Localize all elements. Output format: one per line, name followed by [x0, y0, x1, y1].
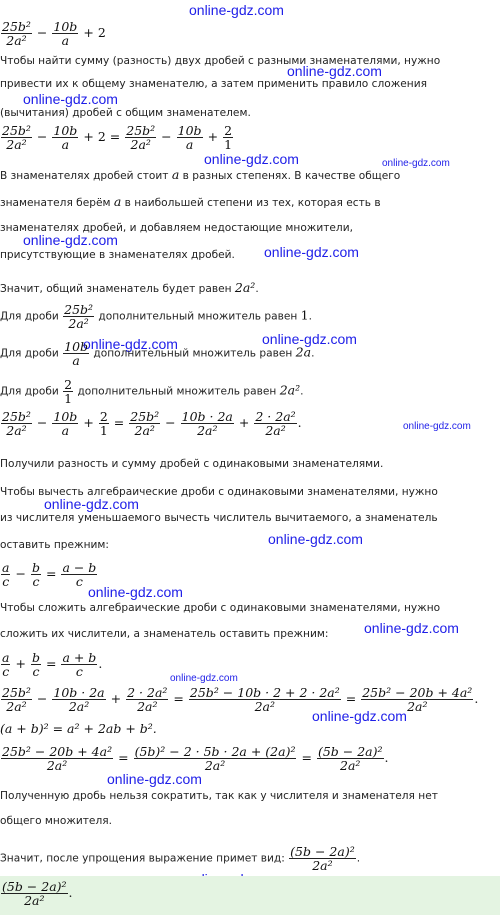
text-line: Для дроби $\frac{10b}{a}$ дополнительный множитель равен 2a. [0, 339, 315, 368]
text-line: Значит, после упрощения выражение примет вид: $\frac{\text{(5b − 2a)²}}{\text{2a²}}$ . [0, 844, 361, 873]
watermark: online-gdz.com [107, 771, 202, 787]
equation: $\frac{\text{25b²}}{\text{2a²}}$ − $\frac{10b}{a}$ + $\frac{2}{1}$ = $\frac{\text{25b²}}{\text{2a²}}$ − $\frac{10b \cdot 2a}{\text{2a²}}$ + $\frac{\text{2 · 2a²}}{\text{2a²}}$ . [2, 409, 302, 438]
text-line: знаменателя берём a в наибольшей степени из тех, которая есть в [0, 194, 381, 209]
watermark: online-gdz.com [83, 336, 178, 352]
text-line: привести их к общему знаменателю, а затем применить правило сложения [0, 78, 427, 90]
text-line: Значит, общий знаменатель будет равен 2a². [0, 280, 259, 295]
text-line: Чтобы сложить алгебраические дроби с одинаковыми знаменателями, нужно [0, 602, 441, 614]
problem-expression: $\frac{\text{25b²}}{\text{2a²}}$ − $\frac{10b}{a}$ + 2 [2, 19, 106, 48]
text-line: оставить прежним: [0, 539, 109, 551]
text-line: Чтобы вычесть алгебраические дроби с одинаковыми знаменателями, нужно [0, 486, 438, 498]
text-line: Для дроби $\frac{\text{25b²}}{\text{2a²}}$ дополнительный множитель равен 1. [0, 302, 312, 331]
watermark: online-gdz.com [312, 708, 407, 724]
text-line: знаменателях дробей, и добавляем недостающие множители, [0, 222, 353, 234]
equation: $\frac{a}{c}$ − $\frac{b}{c}$ = $\frac{a - b}{c}$ [2, 560, 97, 589]
watermark: online-gdz.com [44, 496, 139, 512]
text-line: из числителя уменьшаемого вычесть числитель вычитаемого, а знаменатель [0, 512, 438, 524]
equation: $\frac{\text{25b²}}{\text{2a²}}$ − $\frac{10b}{a}$ + 2 = $\frac{\text{25b²}}{\text{2a²}}$ − $\frac{10b}{a}$ + $\frac{2}{1}$ [2, 123, 233, 152]
text-line: присутствующие в знаменателях дробей. [0, 249, 235, 261]
watermark: online-gdz.com [204, 151, 299, 167]
watermark: online-gdz.com [264, 244, 359, 260]
watermark: online-gdz.com [403, 421, 471, 432]
watermark: online-gdz.com [262, 331, 357, 347]
text-line: Полученную дробь нельзя сократить, так как у числителя и знаменателя нет [0, 790, 438, 802]
watermark: online-gdz.com [268, 531, 363, 547]
text-line: общего множителя. [0, 815, 112, 827]
answer-highlight [0, 876, 500, 915]
equation: $\frac{a}{c}$ + $\frac{b}{c}$ = $\frac{a + b}{c}$ . [2, 650, 103, 679]
text-line: (вычитания) дробей с общим знаменателем. [0, 107, 251, 119]
identity: (a + b)² = a² + 2ab + b². [0, 721, 157, 736]
text-line: Получили разность и сумму дробей с одинаковыми знаменателями. [0, 458, 384, 470]
text-line: Чтобы найти сумму (разность) двух дробей с разными знаменателями, нужно [0, 55, 441, 67]
watermark: online-gdz.com [23, 232, 118, 248]
watermark: online-gdz.com [287, 63, 382, 79]
equation: $\frac{\text{25b²}}{\text{2a²}}$ − $\frac{10b \cdot 2a}{\text{2a²}}$ + $\frac{\text{2 · 2a²}}{\text{2a²}}$ = $\frac{\text{25b² − 10b · 2 + 2 · 2a²}}{\text{2a²}}$ = $\frac{\text{25b² − 20b + 4a²}}{\text{2a²}}$ . [2, 685, 479, 714]
text-line: Для дроби $\frac{2}{1}$ дополнительный множитель равен 2a². [0, 377, 304, 406]
watermark: online-gdz.com [364, 620, 459, 636]
watermark: online-gdz.com [88, 584, 183, 600]
watermark: online-gdz.com [382, 158, 450, 169]
watermark: online-gdz.com [170, 673, 238, 684]
equation: $\frac{\text{25b² − 20b + 4a²}}{\text{2a²}}$ = $\frac{\text{(5b)² − 2 · 5b · 2a + (2a)²}}{\text{2a²}}$ = $\frac{\text{(5b − 2a)²}}{\text{2a²}}$ . [2, 744, 389, 773]
text-line: В знаменателях дробей стоит a в разных степенях. В качестве общего [0, 167, 401, 182]
watermark: online-gdz.com [23, 91, 118, 107]
watermark-top: online-gdz.com [189, 2, 284, 18]
final-answer: $\frac{\text{(5b − 2a)²}}{\text{2a²}}$ . [2, 879, 73, 908]
text-line: сложить их числители, а знаменатель оставить прежним: [0, 628, 329, 640]
